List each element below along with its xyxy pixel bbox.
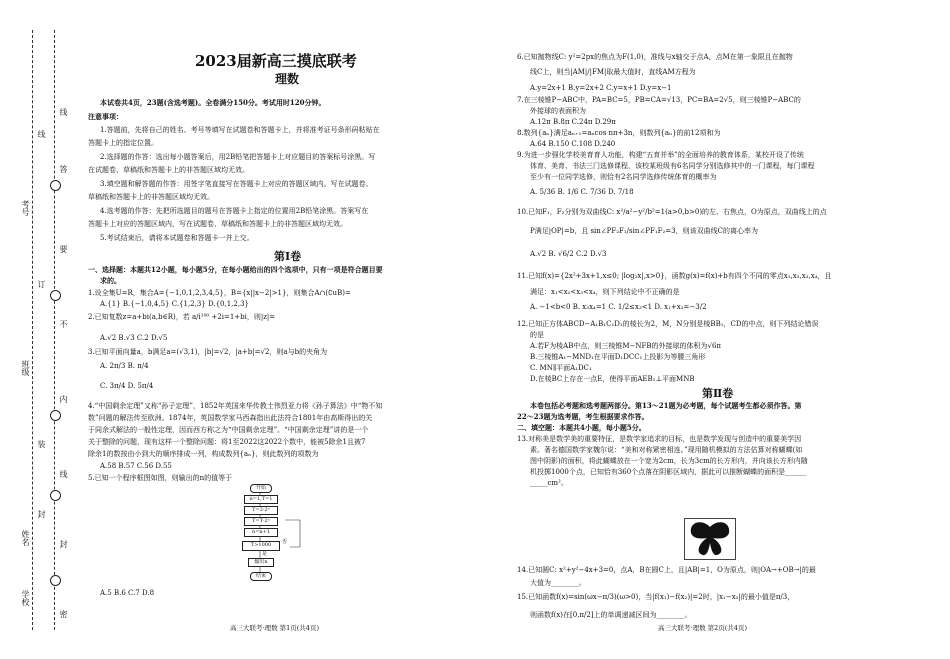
question-line: 9.为进一步强化学校美育育人功能，构建“五育并举”的全面培养的教育体系，某校开设了传统 xyxy=(517,151,804,159)
question-line: 1.设全集U=R，集合A={−1,0,1,2,3,4,5}，B={x||x−2|>1}，则集合A∩(∁uB)= xyxy=(88,289,351,297)
flow-yes: 是 xyxy=(262,551,268,557)
binding-line-outer xyxy=(32,30,33,630)
note-line: 3.填空题和解答题的作答：用签字笔直接写在答题卡上对应的答题区域内。写在试题卷、 xyxy=(100,180,373,188)
option-line: A.{1} B.{−1,0,4,5} C.{1,2,3} D.{0,1,2,3} xyxy=(100,300,249,308)
part2-intro: 本卷包括必考题和选考题两部分。第13～21题为必考题，每个试题考生都必须作答。第 xyxy=(530,401,802,410)
flow-increment: n=n+1 xyxy=(244,528,278,537)
part2-intro-cont: 22～23题为选考题，考生根据要求作答。 xyxy=(517,412,649,421)
option-line: A.√2 B.√3 C.2 D.√5 xyxy=(100,334,168,342)
side-word: 封 xyxy=(59,540,68,548)
q13-line: 素。著名德国数学家魏尔说：“美和对称紧密相连。”现用随机模拟的方法估算对称蝴蝶(如 xyxy=(530,446,803,454)
flow-init: n=1,T=1 xyxy=(244,495,278,504)
question-line: 3.已知平面向量a，b满足a=(√3,1)，|b|=√2，|a+b|=√2，则a与b的夹角为 xyxy=(88,348,328,356)
option-line: A.y=2x+1 B.y=2x+2 C.y=x+1 D.y=x−1 xyxy=(530,84,672,92)
flow-output: 输出n xyxy=(248,558,274,567)
cut-mark: 封 xyxy=(37,510,46,518)
q13-line: 13.对称美是数学美的重要特征，是数学家追求的目标，也是数学发现与创造中的重要美学因 xyxy=(517,435,802,443)
option-line: A. 5/36 B. 1/6 C. 7/36 D. 7/18 xyxy=(530,188,634,196)
section1-header: 一、选择题：本题共12小题，每小题5分，在每小题给出的四个选项中，只有一项是符合题目要 xyxy=(88,265,383,274)
q15-line: 则函数f(x)在[0,π/2]上的单调递减区间为________。 xyxy=(530,611,692,619)
part2-title: 第Ⅱ卷 xyxy=(702,387,734,400)
flow-compute: T=2·2ⁿ xyxy=(244,506,278,515)
label-exam-number: 考号 xyxy=(21,200,30,216)
circle-mark xyxy=(50,410,61,421)
cut-mark: 线 xyxy=(37,130,46,138)
flow-end: 结束 xyxy=(250,572,272,581)
side-word: 密 xyxy=(59,610,68,618)
q14-line: 大值为________。 xyxy=(530,579,586,587)
question-line: 6.已知抛物线C: y²=2px的焦点为F(1,0)，准线与x轴交于点A，点M在第一象限且在抛物 xyxy=(517,53,793,61)
label-school: 学校 xyxy=(21,590,30,606)
side-word: 内 xyxy=(59,395,68,403)
option-line: A. 2π/3 B. π/4 xyxy=(100,362,149,370)
question-line: 数”问题的解法传至欧洲。1874年，英国数学家马西森指出此法符合1801年由高斯得出的关 xyxy=(88,414,373,422)
circle-mark xyxy=(50,290,61,301)
side-word: 线 xyxy=(59,470,68,478)
question-line: 线C上，则当|AM|/|FM|取最大值时，直线AM方程为 xyxy=(530,68,696,76)
question-line: 10.已知F₁，F₂分别为双曲线C: x²/a²−y²/b²=1(a>0,b>0)的左、右焦点，O为原点，双曲线上的点 xyxy=(517,208,827,216)
side-word: 要 xyxy=(59,245,68,253)
option-line: A.58 B.57 C.56 D.55 xyxy=(100,462,172,470)
q15-line: 15.已知函数f(x)=sin(ωx−π/3)(ω>0)，当|f(x₁)−f(x₂)|=2时，|x₁−x₂|的最小值是π/3， xyxy=(517,593,795,601)
question-line: 外接球的表面积为 xyxy=(530,107,586,115)
option-line: D.在棱BC上存在一点E，使得平面AEB₁⊥平面MNB xyxy=(530,375,695,383)
option-line: B.三棱锥A₁−MND₁在平面D₁DCC₁上投影为等腰三角形 xyxy=(530,353,706,361)
flow-no: 否 xyxy=(282,539,288,545)
question-line: 5.已知一个程序框图如图，则输出的n的值等于 xyxy=(88,474,233,482)
label-name: 姓名 xyxy=(21,530,30,546)
note-line: 4.选考题的作答：先把所选题目的题号在答题卡上指定的位置用2B铅笔涂黑。答案写在 xyxy=(100,207,369,215)
question-line: 于同余式解法的一般性定理，因而西方称之为“中国剩余定理”。“中国剩余定理”讲的是一个 xyxy=(88,426,369,434)
flow-start: 开始 xyxy=(250,484,272,493)
label-class: 班级 xyxy=(21,360,30,376)
option-line: A.√2 B. √6/2 C.2 D.√3 xyxy=(530,250,607,258)
question-line: 2.已知复数z=a+bi(a,b∈R)，若 a/i¹⁰⁰ +2i=1+bi，则|z|= xyxy=(88,313,276,321)
q13-line: 机投掷1000个点，已知恰有360个点落在阴影区域内，据此可以推断蝴蝶的面积是______ xyxy=(530,468,807,476)
question-line: P满足|OP|=b，且 sin∠PF₂F₁/sin∠PF₁F₂=3，则该双曲线C的离心率为 xyxy=(530,227,758,235)
subject-title: 理数 xyxy=(275,72,300,86)
note-line: 在试题卷、草稿纸和答题卡上的非答题区域均无效。 xyxy=(88,166,249,174)
option-line: C. 3π/4 D. 5π/4 xyxy=(100,382,154,390)
footer-right: 高三大联考·理数 第2页(共4页) xyxy=(658,624,747,632)
option-line: C. MN∥平面A₁DC₁ xyxy=(530,364,592,372)
note-line: 5.考试结束后，请将本试题卷和答题卡一并上交。 xyxy=(100,234,254,242)
binding-line-inner xyxy=(54,30,55,630)
question-line: 体育、美育、书法三门选修课程，该校某班级有6名同学分别选修其中的一门课程，每门课程 xyxy=(530,162,815,170)
exam-title: 2023届新高三摸底联考 xyxy=(195,52,357,70)
section1-header-cont: 求的。 xyxy=(100,276,121,285)
exam-intro: 本试卷共4页，23题(含选考题)。全卷满分150分。考试用时120分钟。 xyxy=(100,98,326,107)
question-line: 11.已知f(x)={2x²+3x+1,x≤0; |log₂x|,x>0}，函数g(x)=f(x)+b有四个不同的零点x₁,x₂,x₃,x₄，且 xyxy=(517,272,832,280)
notes-title: 注意事项： xyxy=(88,112,123,121)
section2-header: 二、填空题：本题共4小题，每小题5分。 xyxy=(517,423,646,432)
side-word: 线 xyxy=(59,108,68,116)
question-line: 的是 xyxy=(530,331,544,339)
option-line: A. −1<b<0 B. x₃x₄=1 C. 1/2≤x₃<1 D. x₁+x₂=−3/2 xyxy=(530,303,707,311)
question-line: 7.在三棱锥P−ABC中，PA=BC=5，PB=CA=√13，PC=BA=2√5，则三棱锥P−ABC的 xyxy=(517,96,801,104)
question-line: 除余1的数按由小到大的顺序排成一列，构成数列{aₙ}，则此数列的项数为 xyxy=(88,450,319,458)
option-line: A.若F为棱AB中点，则三棱锥M−NFB的外接球的体积为√6π xyxy=(530,342,722,350)
circle-mark xyxy=(50,180,61,191)
circle-mark xyxy=(50,575,61,586)
footer-left: 高三大联考·理数 第1页(共4页) xyxy=(230,624,319,632)
flow-update-t: T=T·2ⁿ xyxy=(244,517,278,526)
circle-mark xyxy=(50,490,61,501)
q13-line: _____cm²。 xyxy=(530,479,568,487)
binding-margin xyxy=(18,30,74,630)
side-word: 不 xyxy=(59,320,68,328)
option-line: A.12π B.8π C.24π D.29π xyxy=(530,118,616,126)
question-line: 12.已知正方体ABCD−A₁B₁C₁D₁的棱长为2，M，N分别是棱BB₁，CD的中点，则下列结论错误 xyxy=(517,320,819,328)
note-line: 答题卡上的指定位置。 xyxy=(88,139,158,147)
note-line: 答题卡上对应的答题区域内，写在试题卷、草稿纸和答题卡上的非答题区域均无效。 xyxy=(88,220,347,228)
q14-line: 14.已知圆C: x²+y²−4x+3=0，点A，B在圆C上，且|AB|=1，O为原点，则|OA→+OB→|的最 xyxy=(517,566,816,574)
side-word: 答 xyxy=(59,165,68,173)
note-line: 2.选择题的作答：选出每小题答案后，用2B铅笔把答题卡上对应题目的答案标号涂黑。写 xyxy=(100,153,376,161)
question-line: 4.“中国剩余定理”又称“孙子定理”，1852年英国来华传教士伟烈亚力将《孙子算法》中“物不知 xyxy=(88,402,383,410)
cut-mark: 订 xyxy=(37,280,46,288)
q13-line: 图中阴影)的面积，将此蝴蝶放在一个宽为2cm，长为3cm的长方形内，并向该长方形内随 xyxy=(530,457,808,465)
question-line: 关于整除的问题，现有这样一个整除问题：将1至2022这2022个数中，能被5除余1且被7 xyxy=(88,438,366,446)
cut-mark: 装 xyxy=(37,440,46,448)
butterfly-figure xyxy=(684,518,736,560)
note-line: 草稿纸和答题卡上的非答题区域均无效。 xyxy=(88,193,214,201)
question-line: 满足：x₁<x₂<x₃<x₄，则下列结论中不正确的是 xyxy=(530,288,680,296)
flow-condition: T>1000 xyxy=(242,541,280,551)
question-line: 8.数列{aₙ}满足aₙ₊₁=aₙcos nπ+3n，则数列{aₙ}的前12项和为 xyxy=(517,129,721,137)
q5-options: A.5 B.6 C.7 D.8 xyxy=(100,589,155,597)
butterfly-icon xyxy=(685,519,735,559)
question-line: 至少有一位同学选修，则恰有2名同学选修传统体育的概率为 xyxy=(530,173,717,181)
note-line: 1.答题前，先将自己的姓名、考号等填写在试题卷和答题卡上，并将准考证号条形码粘贴在 xyxy=(100,126,380,134)
part1-title: 第Ⅰ卷 xyxy=(274,250,302,263)
option-line: A.64 B.150 C.108 D.240 xyxy=(530,140,616,148)
